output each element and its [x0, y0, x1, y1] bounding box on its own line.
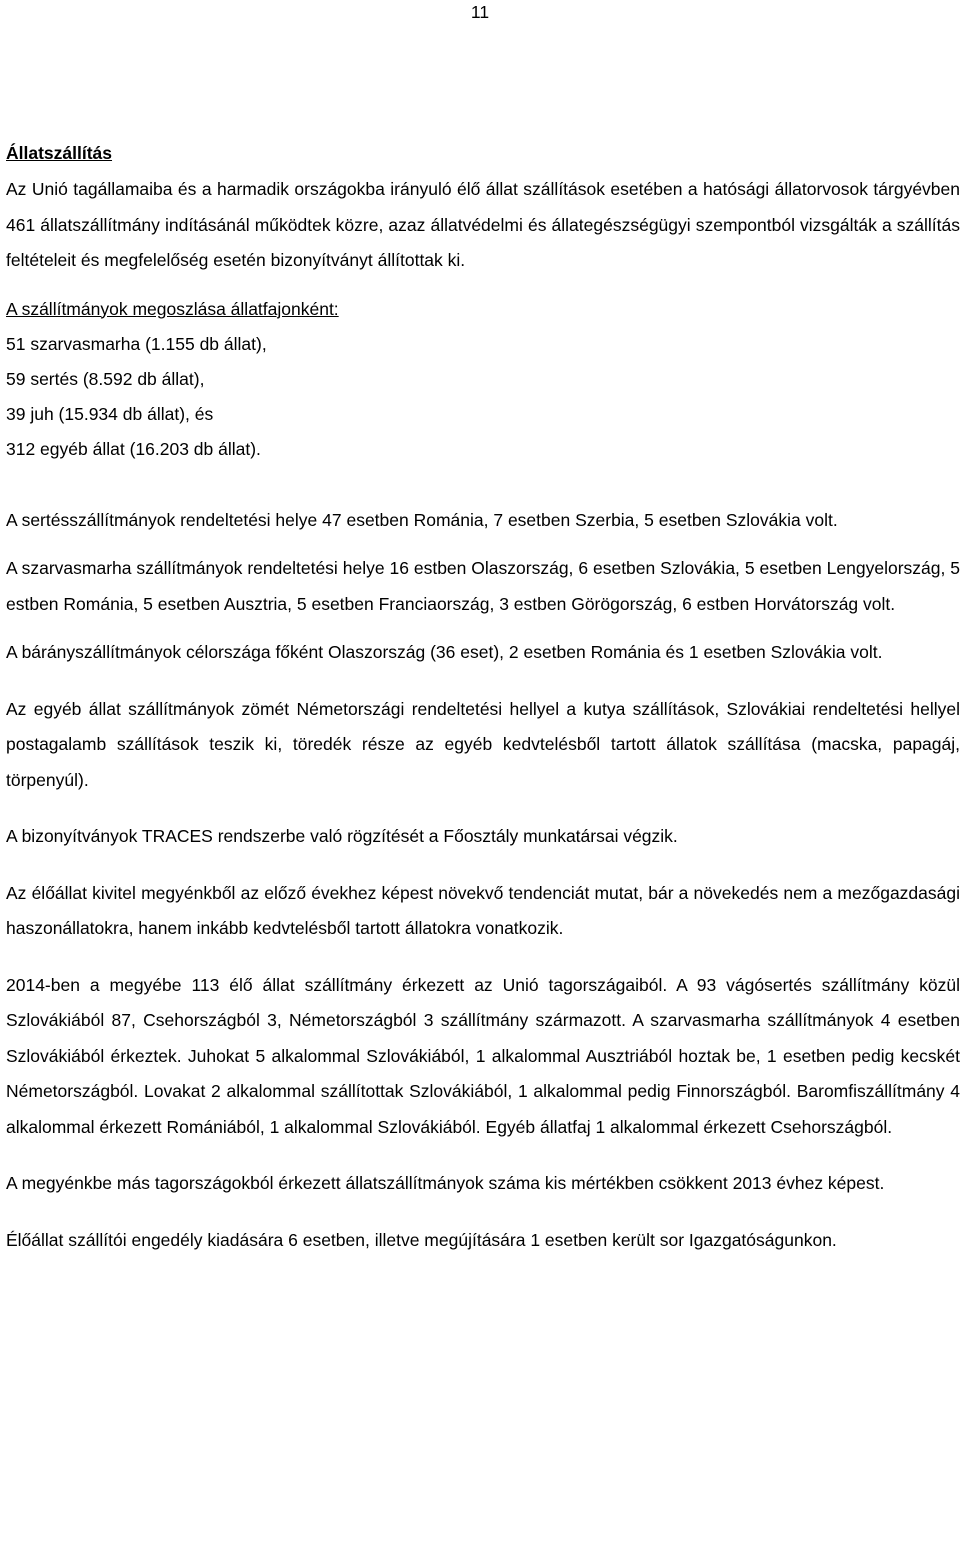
paragraph-imports-2014: 2014-ben a megyébe 113 élő állat szállítmány érkezett az Unió tagországaiból. A 93 vágósertés szállítmány közül Szlovákiából 87, Csehországból 3, Németországból 3 szállítmány származott. A szarvasmarha szállítmányok 4 esetben Szlovákiából érkeztek. Juhokat 5 alkalommal Szlovákiából, 1 alkalommal Ausztriából hoztak be, 1 esetben pedig kecskét Németországból. Lovakat 2 alkalommal szállítottak Szlovákiából, 1 alkalommal pedig Finnországból. Baromfiszállítmány 4 alkalommal érkezett Romániából, 1 alkalommal Szlovákiából. Egyéb állatfaj 1 alkalommal érkezett Csehországból.	[6, 974, 960, 1137]
section-heading: Állatszállítás	[6, 143, 113, 163]
document-body	[6, 140, 960, 1258]
page-number: 11	[470, 2, 490, 22]
distribution-item-pigs: 59 sertés (8.592 db állat),	[6, 368, 205, 389]
paragraph-pig-shipments: A sertésszállítmányok rendeltetési helye 47 esetben Románia, 7 esetben Szerbia, 5 esetben Szlovákia volt.	[6, 509, 838, 530]
distribution-item-cattle: 51 szarvasmarha (1.155 db állat),	[6, 333, 267, 354]
paragraph-export-trend: Az élőállat kivitel megyénkből az előző évekhez képest növekvő tendenciát mutat, bár a növekedés nem a mezőgazdasági haszonállatokra, hanem inkább kedvtelésből tartott állatokra vonatkozik.	[6, 882, 960, 938]
paragraph-cattle-shipments: A szarvasmarha szállítmányok rendeltetési helye 16 estben Olaszország, 6 esetben Szlovákia, 5 esetben Lengyelország, 5 estben Románia, 5 esetben Ausztria, 5 esetben Franciaország, 3 estben Görögország, 6 estben Horvátország volt.	[6, 558, 960, 614]
distribution-item-sheep: 39 juh (15.934 db állat), és	[6, 403, 214, 424]
distribution-item-other: 312 egyéb állat (16.203 db állat).	[6, 438, 261, 459]
intro-paragraph: Az Unió tagállamaiba és a harmadik országokba irányuló élő állat szállítások esetében a hatósági állatorvosok tárgyévben 461 állatszállítmány indításánál működtek közre, azaz állatvédelmi és állategészségügyi szempontból vizsgálták a szállítás feltételeit és megfelelőség esetén bizonyítványt állítottak ki.	[6, 179, 960, 270]
paragraph-other-shipments: Az egyéb állat szállítmányok zömét Németországi rendeltetési hellyel a kutya szállítások, Szlovákiai rendeltetési hellyel postagalamb szállítások teszik ki, töredék része az egyéb kedvtelésből tartott állatok szállítása (macska, papagáj, törpenyúl).	[6, 698, 960, 790]
paragraph-transport-licenses: Élőállat szállítói engedély kiadására 6 esetben, illetve megújítására 1 esetben került sor Igazgatóságunkon.	[6, 1229, 837, 1250]
distribution-title: A szállítmányok megoszlása állatfajonként:	[6, 298, 339, 319]
paragraph-imports-decrease: A megyénkbe más tagországokból érkezett állatszállítmányok száma kis mértékben csökkent 2013 évhez képest.	[6, 1173, 885, 1193]
paragraph-traces: A bizonyítványok TRACES rendszerbe való rögzítését a Főosztály munkatársai végzik.	[6, 826, 678, 846]
paragraph-lamb-shipments: A bárányszállítmányok célországa főként Olaszország (36 eset), 2 esetben Románia és 1 esetben Szlovákia volt.	[6, 642, 883, 662]
